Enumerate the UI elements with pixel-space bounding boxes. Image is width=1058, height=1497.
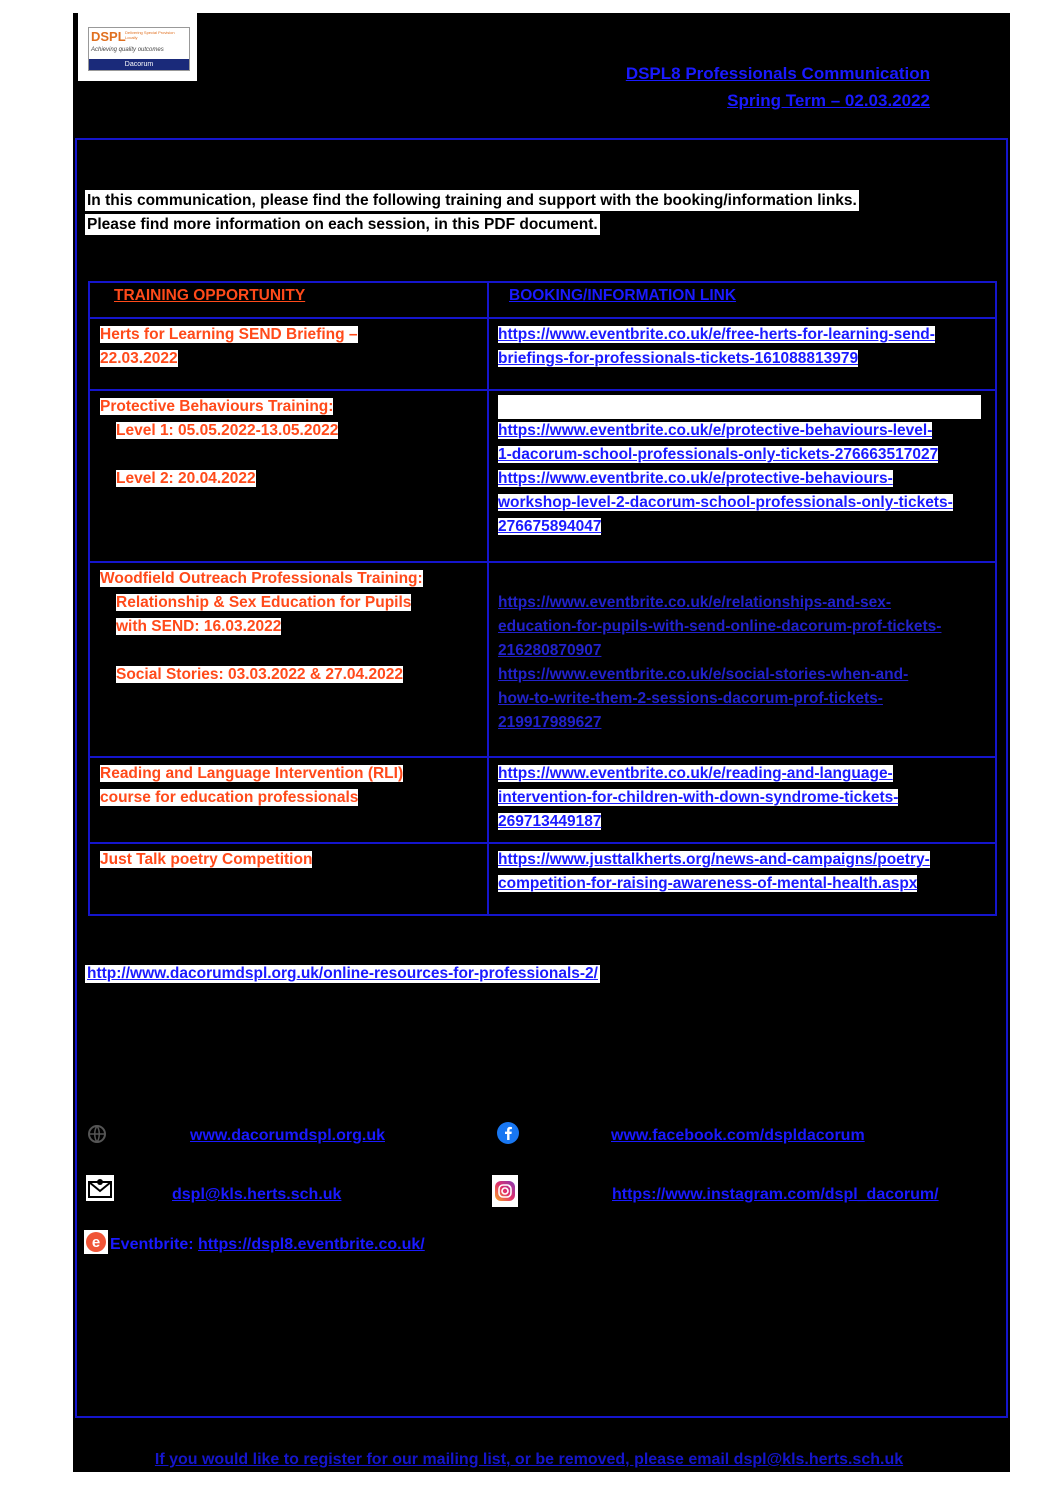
svg-text:e: e (91, 1234, 101, 1251)
eventbrite-row (110, 1236, 425, 1254)
intro-line-1: In this communication, please find the following training and support with the booking/information links. (87, 192, 857, 209)
eventbrite-icon (84, 1230, 108, 1254)
booking-link[interactable]: https://www.eventbrite.co.uk/e/relationships-and-sex- education-for-pupils-with-send-online-dacorum-prof-tickets- 216280870907 https://www.eventbrite.co.uk/e/social-stories-when-and- how-to-write-them-2-sessions-dacorum-prof-tickets- 219917989627 (488, 562, 996, 757)
logo-tagline: Delivering Special Provision Locally (125, 30, 175, 40)
training-title: Just Talk poetry Competition (89, 843, 488, 915)
eventbrite-label: Eventbrite: (110, 1236, 194, 1253)
table-row (89, 843, 996, 915)
booking-link[interactable]: https://www.justtalkherts.org/news-and-campaigns/poetry- competition-for-raising-awareness-of-mental-health.aspx (488, 843, 996, 915)
table-row (89, 757, 996, 843)
online-resources-link[interactable]: http://www.dacorumdspl.org.uk/online-resources-for-professionals-2/ (87, 965, 598, 982)
facebook-icon[interactable] (495, 1120, 521, 1146)
table-row (89, 390, 996, 562)
instagram-icon[interactable] (492, 1175, 518, 1207)
globe-icon (84, 1121, 110, 1147)
header-date: Spring Term – 02.03.2022 (727, 91, 930, 110)
col-header-link: BOOKING/INFORMATION LINK (488, 282, 996, 318)
table-header-row (89, 282, 996, 318)
eventbrite-link[interactable]: https://dspl8.eventbrite.co.uk/ (198, 1236, 425, 1253)
instagram-link[interactable]: https://www.instagram.com/dspl_dacorum/ (612, 1186, 939, 1203)
mailing-list-footer[interactable]: If you would like to register for our mailing list, or be removed, please email dspl@kls.herts.sch.uk (154, 1451, 904, 1468)
email-link[interactable]: dspl@kls.herts.sch.uk (172, 1186, 342, 1203)
email-icon (86, 1175, 114, 1201)
training-title: Herts for Learning SEND Briefing – 22.03.2022 (89, 318, 488, 390)
booking-link[interactable]: https://www.eventbrite.co.uk/e/free-herts-for-learning-send- briefings-for-professionals-tickets-161088813979 (488, 318, 996, 390)
training-title: Woodfield Outreach Professionals Training: Relationship & Sex Education for Pupils with SEND: 16.03.2022 Social Stories: 03.03.2022 & 27.04.2022 (89, 562, 488, 757)
facebook-link[interactable]: www.facebook.com/dspldacorum (611, 1127, 865, 1144)
table-row (89, 318, 996, 390)
header-title: DSPL8 Professionals Communication (625, 64, 930, 83)
training-title: Reading and Language Intervention (RLI) course for education professionals (89, 757, 488, 843)
logo-brand: DSPL (91, 29, 126, 44)
website-link[interactable]: www.dacorumdspl.org.uk (190, 1127, 385, 1144)
booking-link[interactable]: https://www.eventbrite.co.uk/e/reading-and-language- intervention-for-children-with-down-syndrome-tickets- 269713449187 (488, 757, 996, 843)
col-header-training: TRAINING OPPORTUNITY (89, 282, 488, 318)
training-table (88, 281, 997, 916)
table-row (89, 562, 996, 757)
training-title: Protective Behaviours Training: Level 1: 05.05.2022-13.05.2022 Level 2: 20.04.2022 (89, 390, 488, 562)
logo-subline: Achieving quality outcomes (91, 47, 164, 53)
intro-line-2: Please find more information on each session, in this PDF document. (87, 216, 598, 233)
booking-link[interactable]: https://www.eventbrite.co.uk/e/protective-behaviours-level- 1-dacorum-school-professionals-only-tickets-276663517027 https://www.eventbrite.co.uk/e/protective-behaviours- workshop-level-2-dacorum-school-professionals-only-tickets- 276675894047 (488, 390, 996, 562)
logo-region: Dacorum (89, 59, 189, 70)
dspl-logo (78, 13, 197, 81)
